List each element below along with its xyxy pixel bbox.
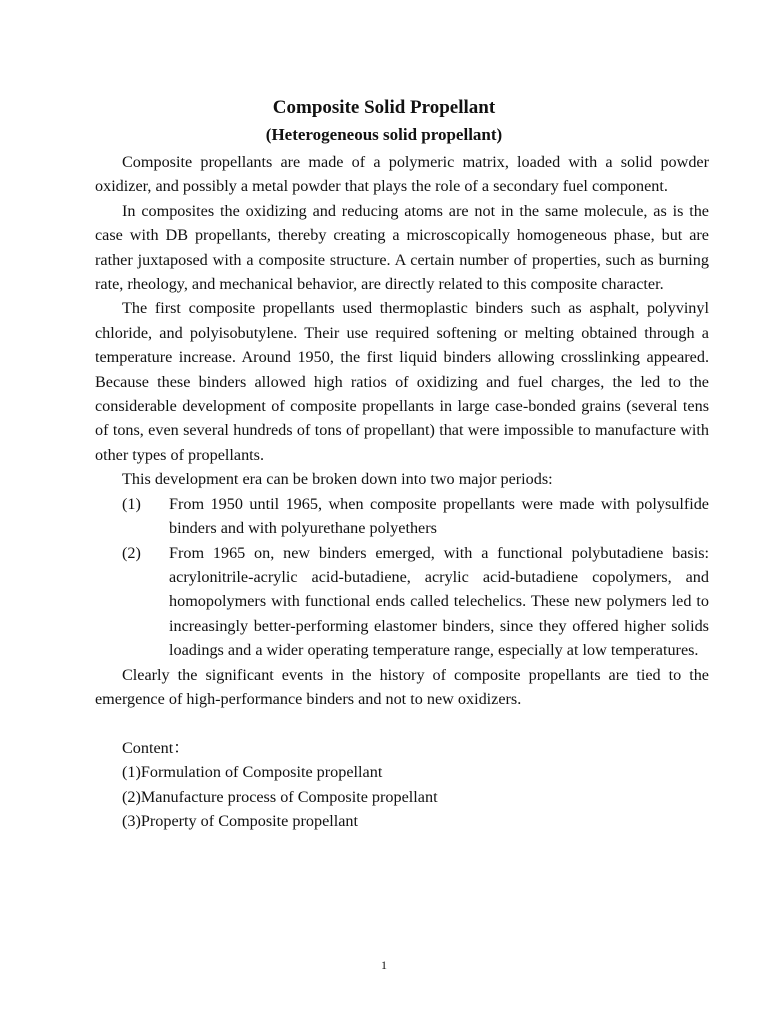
list-item-text: From 1950 until 1965, when composite propellants were made with polysulfide binders and with polyurethane polyethers bbox=[169, 494, 709, 538]
contents-item: (3)Property of Composite propellant bbox=[122, 811, 359, 830]
section-spacer bbox=[95, 711, 709, 735]
composite-structure-paragraph: In composites the oxidizing and reducing atoms are not in the same molecule, as is the case with DB propellants, thereby creating a microscopically homogeneous phase, but are rather juxtaposed with a composite structure. A certain number of properties, such as burning rate, rheology, and mechanical behavior, are directly related to this composite character. bbox=[95, 201, 709, 294]
document-title: Composite Solid Propellant bbox=[272, 97, 496, 118]
history-paragraph: The first composite propellants used thermoplastic binders such as asphalt, polyvinyl chloride, and polyisobutylene. Their use required softening or melting obtained through a temperature increase. Around 1950, the first liquid binders allowing crosslinking appeared. Because these binders allowed high ratios of oxidizing and fuel charges, the led to the considerable development of composite propellants in large case-bonded grains (several tens of tons, even several hundreds of tons of propellant) that were impossible to manufacture with other types of propellants. bbox=[95, 299, 709, 464]
contents-item: (2)Manufacture process of Composite propellant bbox=[122, 787, 438, 806]
list-marker: (1) bbox=[122, 494, 141, 513]
document-subtitle: (Heterogeneous solid propellant) bbox=[265, 125, 503, 144]
period-list-item bbox=[95, 541, 709, 663]
intro-paragraph: Composite propellants are made of a polymeric matrix, loaded with a solid powder oxidizer, and possibly a metal powder that plays the role of a secondary fuel component. bbox=[95, 153, 709, 196]
period-list-item bbox=[95, 492, 709, 541]
document-body bbox=[95, 150, 709, 833]
closing-paragraph: Clearly the significant events in the history of composite propellants are tied to the emergence of high-performance binders and not to new oxidizers. bbox=[95, 665, 709, 708]
contents-heading: Content： bbox=[122, 738, 190, 757]
periods-intro-paragraph: This development era can be broken down into two major periods: bbox=[122, 470, 553, 489]
list-marker: (2) bbox=[122, 543, 141, 562]
page-number: 1 bbox=[381, 958, 387, 972]
contents-item: (1)Formulation of Composite propellant bbox=[122, 763, 383, 782]
list-item-text: From 1965 on, new binders emerged, with a functional polybutadiene basis: acrylonitrile-acrylic acid-butadiene, acrylic acid-butadiene copolymers, and homopolymers with functional ends called telechelics. These new polymers led to increasingly better-performing elastomer binders, since they offered higher solids loadings and a wider operating temperature range, especially at low temperatures. bbox=[169, 543, 709, 660]
